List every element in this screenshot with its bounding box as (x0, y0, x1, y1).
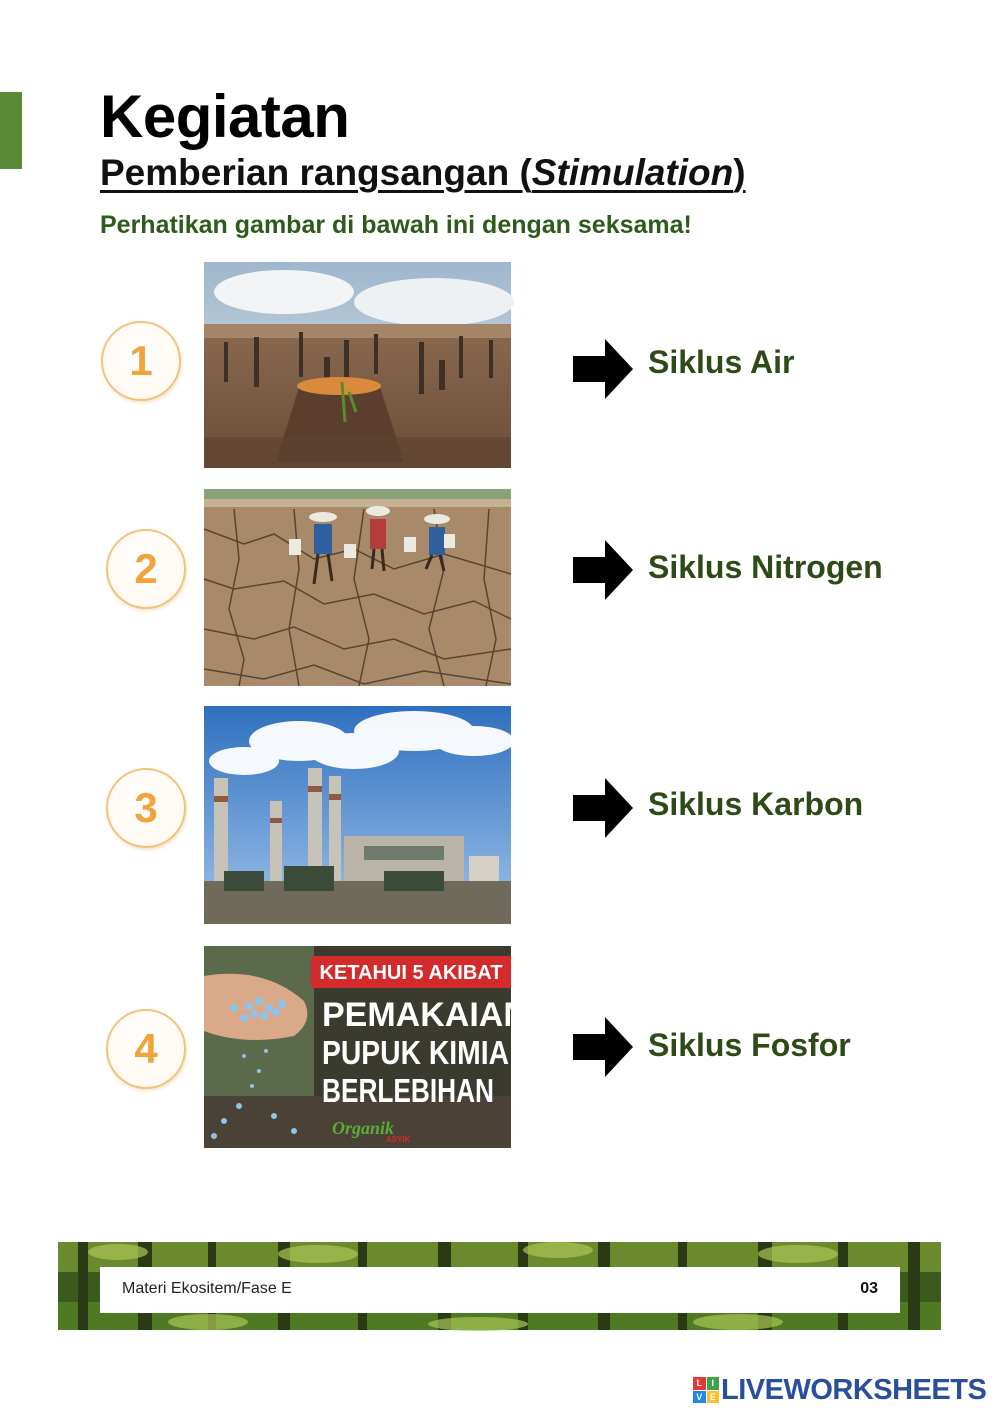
fertilizer-headline-1: PEMAKAIAN (322, 996, 528, 1034)
logo-letter: I (707, 1377, 720, 1390)
cycle-label-3: Siklus Karbon (648, 786, 864, 822)
number-badge-3: 3 (106, 768, 186, 848)
fertilizer-headline-2: PUPUK KIMIA (322, 1034, 509, 1071)
footer-text: Materi Ekositem/Fase E (122, 1280, 292, 1297)
fertilizer-image (204, 946, 528, 1148)
fertilizer-headline-3: BERLEBIHAN (322, 1072, 494, 1109)
cycle-label-2: Siklus Nitrogen (648, 549, 883, 585)
logo-letter: V (693, 1391, 706, 1404)
number-badge-1: 1 (101, 321, 181, 401)
page-number: 03 (860, 1280, 878, 1297)
factory-smoke-image (204, 706, 511, 924)
subtitle-italic: Stimulation (531, 152, 734, 193)
fertilizer-brand: Organik (332, 1118, 395, 1138)
deforestation-image (204, 262, 511, 468)
arrow-right-icon (573, 1017, 633, 1077)
arrow-right-icon (573, 540, 633, 600)
cycle-label-4: Siklus Fosfor (648, 1027, 851, 1063)
drought-image (204, 489, 511, 686)
liveworksheets-logo[interactable] (693, 1374, 986, 1406)
liveworksheets-text: LIVEWORKSHEETS (721, 1373, 987, 1406)
footer-box (100, 1267, 900, 1313)
subtitle-suffix: ) (733, 152, 746, 193)
fertilizer-banner-text: KETAHUI 5 AKIBAT (319, 962, 503, 984)
liveworksheets-icon (693, 1377, 719, 1403)
number-badge-4: 4 (106, 1009, 186, 1089)
arrow-right-icon (573, 339, 633, 399)
section-subtitle (100, 152, 746, 194)
number-badge-2: 2 (106, 529, 186, 609)
fertilizer-brand-sub: ASYIK (386, 1135, 411, 1144)
page-title: Kegiatan (100, 83, 350, 150)
cycle-label-1: Siklus Air (648, 344, 795, 380)
side-accent-bar (0, 92, 22, 169)
logo-letter: E (707, 1391, 720, 1404)
logo-letter: L (693, 1377, 706, 1390)
subtitle-prefix: Pemberian rangsangan ( (100, 152, 532, 193)
arrow-right-icon (573, 778, 633, 838)
instruction-text: Perhatikan gambar di bawah ini dengan seksama! (100, 211, 692, 239)
